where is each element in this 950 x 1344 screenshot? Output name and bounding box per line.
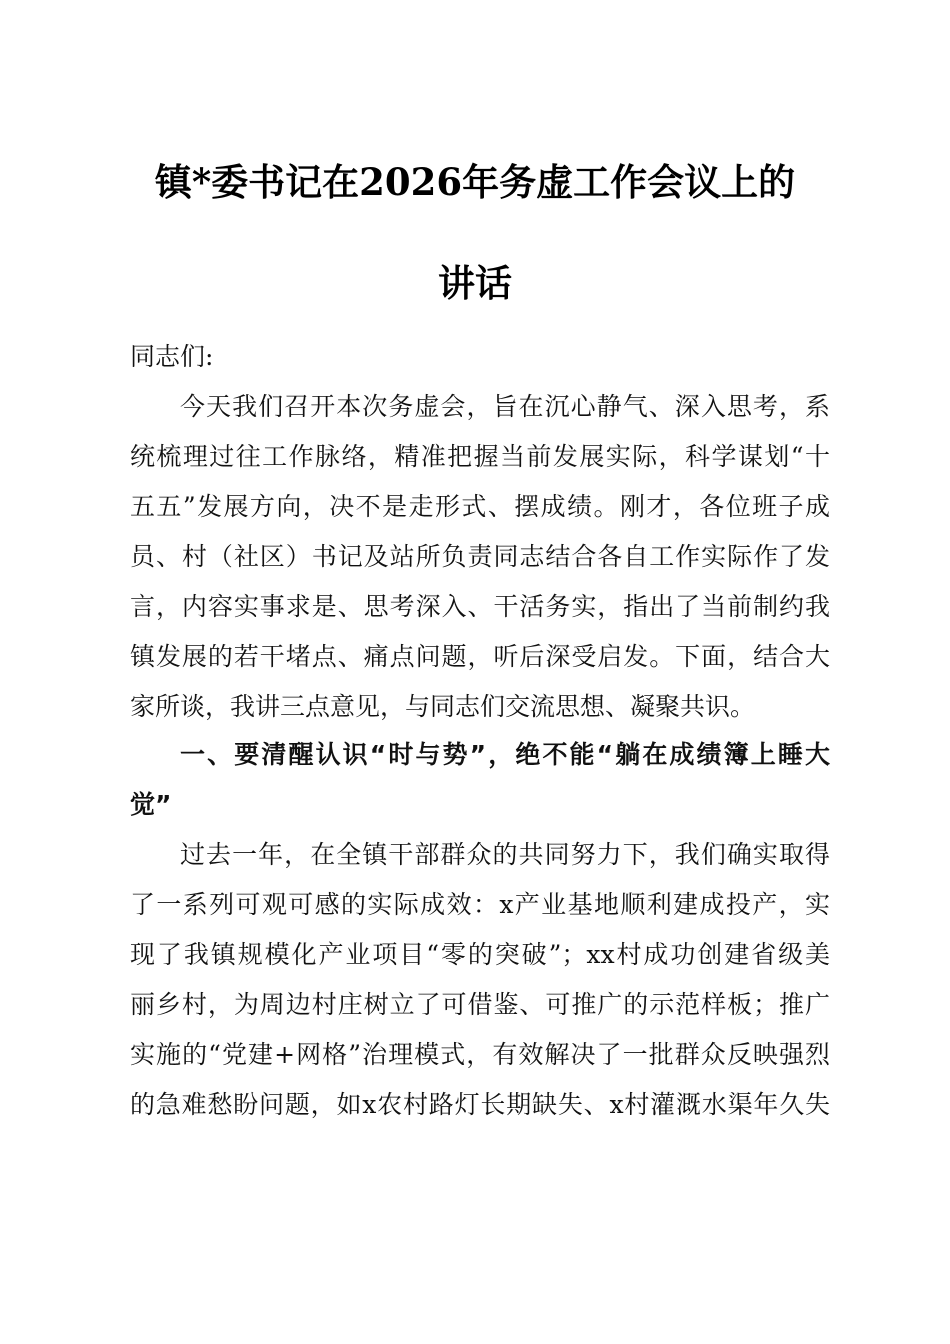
paragraph-1-line: 今天我们召开本次务虚会，旨在沉心静气、深入思考，系	[180, 392, 830, 421]
section-heading-1-line: 觉”	[130, 790, 172, 819]
paragraph-1-line: 家所谈，我讲三点意见，与同志们交流思想、凝聚共识。	[130, 692, 756, 721]
paragraph-2-line: 丽乡村，为周边村庄树立了可借鉴、可推广的示范样板；推广	[130, 990, 830, 1019]
paragraph-1-line: 镇发展的若干堵点、痛点问题，听后深受启发。下面，结合大	[130, 642, 830, 671]
paragraph-1-line: 言，内容实事求是、思考深入、干活务实，指出了当前制约我	[130, 592, 830, 621]
paragraph-2-line: 过去一年，在全镇干部群众的共同努力下，我们确实取得	[180, 840, 830, 869]
paragraph-1-line: 员、村（社区）书记及站所负责同志结合各自工作实际作了发	[130, 542, 830, 571]
paragraph-2-line: 的急难愁盼问题，如x农村路灯长期缺失、x村灌溉水渠年久失	[130, 1090, 830, 1119]
section-heading-1-line: 一、要清醒认识“时与势”，绝不能“躺在成绩簿上睡大	[180, 740, 830, 769]
document-title-line-2: 讲话	[438, 261, 512, 305]
paragraph-2-line: 实施的“党建+网格”治理模式，有效解决了一批群众反映强烈	[130, 1040, 830, 1069]
paragraph-2-line: 现了我镇规模化产业项目“零的突破”；xx村成功创建省级美	[130, 940, 830, 969]
paragraph-2-line: 了一系列可观可感的实际成效：x产业基地顺利建成投产，实	[130, 890, 830, 919]
paragraph-1-line: 统梳理过往工作脉络，精准把握当前发展实际，科学谋划“十	[130, 442, 830, 471]
salutation: 同志们:	[130, 342, 214, 371]
document-title-line-1: 镇*委书记在2026年务虚工作会议上的	[154, 160, 796, 204]
paragraph-1-line: 五五”发展方向，决不是走形式、摆成绩。刚才，各位班子成	[130, 492, 830, 521]
